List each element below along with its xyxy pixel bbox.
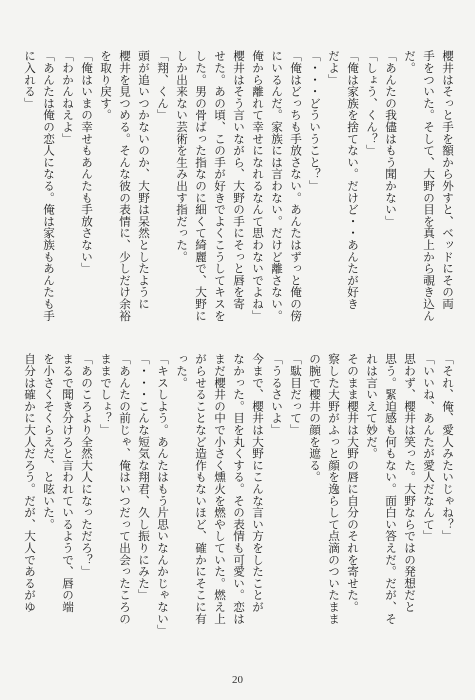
text-line: の腕で櫻井の顔を遮る。: [308, 353, 322, 483]
text-line: 「・・・どういうこと？」: [308, 50, 322, 192]
text-line: しか出来ない芸術を生み出す指だった。: [175, 50, 189, 263]
text-line: 「しょう、くん？」: [365, 50, 379, 157]
text-line: 「あのころより全然大人になっただろ？」: [80, 353, 94, 578]
text-line: 櫻井を見つめる。そんな彼の表情に、少しだけ余裕: [118, 50, 132, 322]
text-line: 「翔、くん」: [156, 50, 170, 121]
text-line: った。: [175, 353, 189, 389]
text-line: なかった。目を丸くする。その表情も可愛い。恋は: [232, 353, 246, 625]
text-line: 「あんたの前じゃ、俺はいつだって出会ったころの: [118, 353, 132, 625]
text-line: れは言いえて妙だ。: [365, 353, 379, 460]
text-line: 櫻井はそう言いながら、大野の手にそっと唇を寄: [232, 50, 246, 310]
text-line: ままでしょ？」: [99, 353, 113, 436]
text-line: 「俺はどっちも手放さない。あんたはずっと俺の傍: [289, 50, 303, 322]
text-line: に入れる」: [23, 50, 37, 109]
text-line: だよ」: [327, 50, 341, 86]
text-line: 今まで、櫻井は大野にこんな言い方をしたことが: [251, 353, 265, 613]
text-line: まるで聞き分けろと言われているようで、唇の端: [61, 353, 75, 613]
text-line: だ。: [403, 50, 417, 74]
text-line: 「俺はいまの幸せもあんたも手放さない」: [80, 50, 94, 275]
text-line: 「・・・こんな短気な翔君、久し振りにみた」: [137, 353, 151, 601]
text-line: 櫻井はそっと手を額から外すと、ベッドにその両: [441, 50, 455, 310]
text-line: 「駄目だって」: [289, 353, 303, 436]
text-line: にいるんだ。家族には言わない。だけど離さない。: [270, 50, 284, 322]
page-number: 20: [232, 674, 243, 686]
text-line: 手をついた。そして、大野の目を真上から覗き込ん: [422, 50, 436, 322]
text-line: 「あんたの我儘はもう聞かない」: [384, 50, 398, 227]
text-line: 「わかんねえよ」: [61, 50, 75, 145]
text-line: 思わず、櫻井は笑った。大野ならではの発想だと: [403, 353, 417, 613]
lower-text-block: [20, 353, 457, 653]
text-line: 「キスしよう。あんたはもう片思いなんかじゃない」: [156, 353, 170, 637]
text-line: 思う。緊迫感も何もない。面白い答えだ。だが、そ: [384, 353, 398, 625]
text-line: 「うるさいよ」: [270, 353, 284, 436]
text-line: 俺から離れて幸せになれるなんて思わないでよね」: [251, 50, 265, 322]
text-line: まだ櫻井の中で小さく燻火を燃やしていた。燃え上: [213, 353, 227, 625]
text-line: 頭が追いつかないのか、大野は呆然としたように: [137, 50, 151, 310]
text-line: を小さくそくらえだ、と呟いた。: [42, 353, 56, 530]
text-line: 「いいね、あんたが愛人だなんて」: [422, 353, 436, 542]
text-line: 自分は確かに大人だろう。だが、大人であるがゆ: [23, 353, 37, 613]
text-line: 「あんたは俺の恋人になる。俺は家族もあんたも手: [42, 50, 56, 322]
text-line: 「俺は家族を捨てない。だけど・・あんたが好き: [346, 50, 360, 310]
text-line: した。男の骨ばった指なのに細くて綺麗で、大野に: [194, 50, 208, 322]
text-line: そのまま櫻井は大野の唇に自分のそれを寄せた。: [346, 353, 360, 613]
text-line: 察した大野がふっと顔を逸らして点滴のついたまま: [327, 353, 341, 625]
text-line: 「それ、俺、愛人みたいじゃね？」: [441, 353, 455, 542]
text-line: を取り戻す。: [99, 50, 113, 121]
upper-text-block: [20, 50, 457, 338]
text-line: がらせることなど造作もないほど、確かにそこに有: [194, 353, 208, 625]
text-line: せた。あの頃、この手が好きでよくこうしてキスを: [213, 50, 227, 322]
